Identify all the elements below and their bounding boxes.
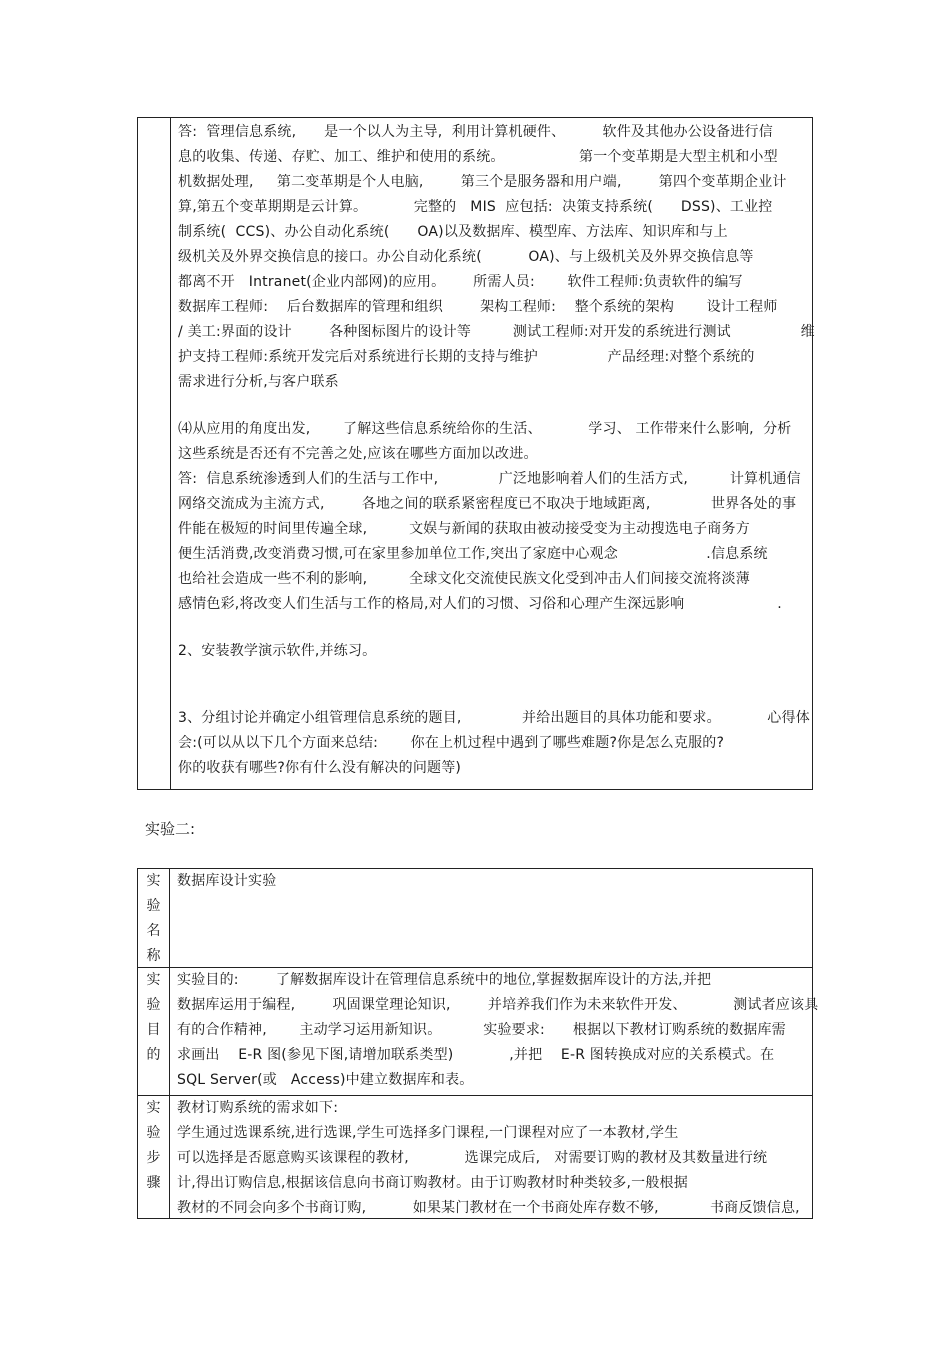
question-4-line: ⑷从应用的角度出发, 了解这些信息系统给你的生活、 学习、 工作带来什么影响, 分析 [178, 421, 792, 437]
steps-line: 教材的不同会向多个书商订购, 如果某门教材在一个书商处库存数不够, 书商反馈信息, [177, 1200, 800, 1216]
row-label: 实 验 名 称 [146, 873, 161, 964]
steps-line: 计,得出订购信息,根据该信息向书商订购教材。由于订购教材时种类较多,一般根据 [177, 1175, 688, 1191]
answer-4-line: 答: 信息系统渗透到人们的生活与工作中, 广泛地影响着人们的生活方式, 计算机通信 [178, 471, 801, 487]
answer-4-line: 感情色彩,将改变人们生活与工作的格局,对人们的习惯、习俗和心理产生深远影响 . [178, 596, 782, 612]
steps-line: 学生通过选课系统,进行选课,学生可选择多门课程,一门课程对应了一本教材,学生 [177, 1125, 679, 1141]
answer-line: 护支持工程师:系统开发完后对系统进行长期的支持与维护 产品经理:对整个系统的 [178, 349, 755, 365]
row-experiment-steps [138, 1096, 812, 1220]
answer-line: 需求进行分析,与客户联系 [178, 374, 339, 390]
purpose-line: 有的合作精神, 主动学习运用新知识。 实验要求: 根据以下教材订购系统的数据库需 [177, 1022, 786, 1038]
row-experiment-name [138, 869, 812, 967]
steps-line: 教材订购系统的需求如下: [177, 1100, 339, 1116]
answer-line: 都离不开 Intranet(企业内部网)的应用。 所需人员: 软件工程师:负责软件的编写 [178, 274, 743, 290]
purpose-line: SQL Server(或 Access)中建立数据库和表。 [177, 1072, 474, 1088]
answer-4-line: 便生活消费,改变消费习惯,可在家里参加单位工作,突出了家庭中心观念 .信息系统 [178, 546, 768, 562]
answer-line: 息的收集、传递、存贮、加工、维护和使用的系统。 第一个变革期是大型主机和小型 [178, 149, 778, 165]
experiment2-table [137, 868, 819, 1219]
experiment1-content [178, 120, 815, 781]
purpose-line: 数据库运用于编程, 巩固课堂理论知识, 并培养我们作为未来软件开发、 测试者应该具 [177, 997, 819, 1013]
row-experiment-purpose [138, 968, 819, 1095]
steps-line: 可以选择是否愿意购买该课程的教材, 选课完成后, 对需要订购的教材及其数量进行统 [177, 1150, 768, 1166]
item-3-line: 你的收获有哪些?你有什么没有解决的问题等) [178, 760, 462, 776]
answer-line: 算,第五个变革期期是云计算。 完整的 MIS 应包括: 决策支持系统( DSS)、工业控 [178, 199, 773, 215]
row-label: 实 验 步 骤 [146, 1100, 161, 1191]
row-label: 实 验 目 的 [146, 972, 161, 1063]
purpose-line: 求画出 E-R 图(参见下图,请增加联系类型) ,并把 E-R 图转换成对应的关系模式。在 [177, 1047, 775, 1063]
answer-line: 级机关及外界交换信息的接口。办公自动化系统( OA)、与上级机关及外界交换信息等 [178, 249, 754, 265]
answer-4-line: 也给社会造成一些不利的影响, 全球文化交流使民族文化受到冲击人们间接交流将淡薄 [178, 571, 750, 587]
experiment2-heading: 实验二: [145, 820, 196, 838]
answer-line: 制系统( CCS)、办公自动化系统( OA)以及数据库、模型库、方法库、知识库和与上 [178, 224, 728, 240]
experiment-purpose-cell [177, 968, 819, 1093]
answer-line: / 美工:界面的设计 各种图标图片的设计等 测试工程师:对开发的系统进行测试 维 [178, 324, 815, 340]
answer-line: 答: 管理信息系统, 是一个以人为主导, 利用计算机硬件、 软件及其他办公设备进行信 [178, 124, 773, 140]
purpose-line: 实验目的: 了解数据库设计在管理信息系统中的地位,掌握数据库设计的方法,并把 [177, 972, 712, 988]
answer-4-line: 网络交流成为主流方式, 各地之间的联系紧密程度已不取决于地域距离, 世界各处的事 [178, 496, 797, 512]
experiment-steps-cell [177, 1096, 806, 1221]
label-column [138, 118, 171, 789]
experiment1-table [137, 117, 813, 790]
question-4-line: 这些系统是否还有不完善之处,应该在哪些方面加以改进。 [178, 446, 538, 462]
experiment-name: 数据库设计实验 [177, 873, 277, 889]
item-2: 2、安装教学演示软件,并练习。 [178, 643, 377, 659]
experiment-name-cell [177, 869, 806, 894]
answer-line: 机数据处理, 第二变革期是个人电脑, 第三个是服务器和用户端, 第四个变革期企业计 [178, 174, 787, 190]
answer-4-line: 件能在极短的时间里传遍全球, 文娱与新闻的获取由被动接受变为主动搜选电子商务方 [178, 521, 750, 537]
item-3-line: 会:(可以从以下几个方面来总结: 你在上机过程中遇到了哪些难题?你是怎么克服的? [178, 735, 725, 751]
item-3-line: 3、分组讨论并确定小组管理信息系统的题目, 并给出题目的具体功能和要求。 心得体 [178, 710, 810, 726]
answer-line: 数据库工程师: 后台数据库的管理和组织 架构工程师: 整个系统的架构 设计工程师 [178, 299, 778, 315]
